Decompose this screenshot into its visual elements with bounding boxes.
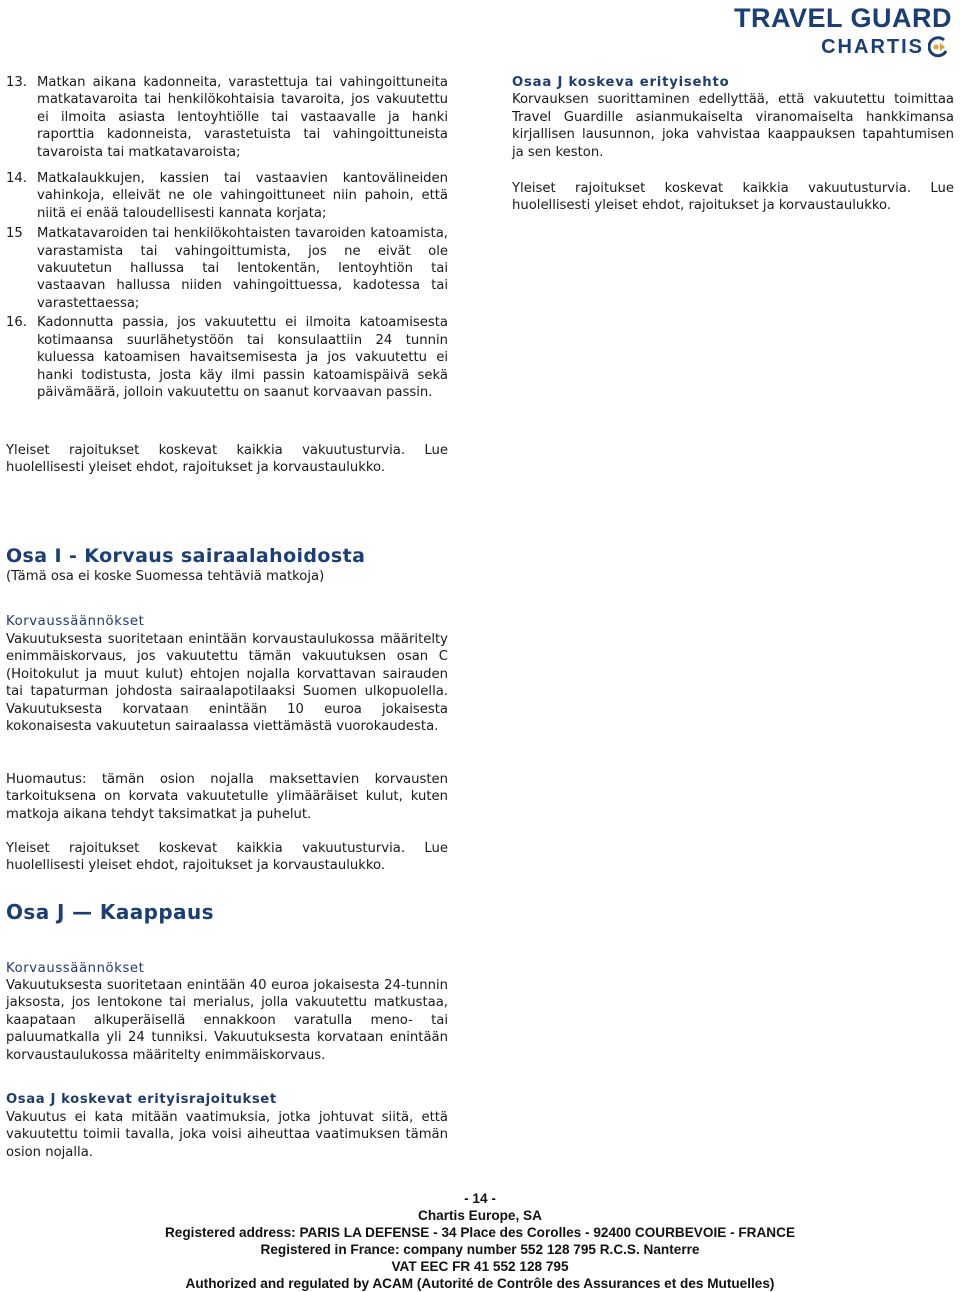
- footer-company: Chartis Europe, SA: [418, 1208, 542, 1223]
- logo-title: TRAVEL GUARD: [733, 3, 952, 33]
- general-restrictions-note: Yleiset rajoitukset koskevat kaikkia vakuutusturvia. Lue huolellisesti yleiset ehdot, rajoitukset ja korvaustaulukko.: [6, 841, 448, 874]
- section-i-title: Osa I - Korvaus sairaalahoidosta: [6, 545, 366, 567]
- special-condition-text: Korvauksen suorittaminen edellyttää, että vakuutettu toimittaa Travel Guardille asianmukaiselta viranomaiselta hankkimansa kirjallisen lausunnon, joka vahvistaa kaappauksen tapahtumisen ja sen keston.: [512, 92, 954, 160]
- page-number: - 14 -: [464, 1191, 496, 1206]
- travel-guard-logo: [662, 2, 952, 66]
- section-i-subtitle: (Tämä osa ei koske Suomessa tehtäviä matkoja): [6, 569, 325, 584]
- chartis-swirl-icon: [928, 36, 950, 58]
- general-restrictions-note: Yleiset rajoitukset koskevat kaikkia vakuutusturvia. Lue huolellisesti yleiset ehdot, rajoitukset ja korvaustaulukko.: [6, 443, 448, 476]
- item-number: 15: [6, 226, 23, 242]
- page-footer: [0, 1190, 960, 1292]
- section-j-exclusions-heading: Osaa J koskevat erityisrajoitukset: [6, 1092, 277, 1107]
- special-condition-heading: Osaa J koskeva erityisehto: [512, 75, 730, 90]
- footer-registration: Registered in France: company number 552 128 795 R.C.S. Nanterre: [260, 1242, 700, 1257]
- list-item: [6, 74, 448, 161]
- section-j-special-condition: [512, 74, 954, 215]
- section-j-exclusions-text: Vakuutus ei kata mitään vaatimuksia, jotka johtuvat siitä, että vakuutettu toimii tavalla, joka voisi aiheuttaa vaatimuksen tämän osion nojalla.: [6, 1110, 448, 1160]
- section-j-title: Osa J — Kaappaus: [6, 900, 214, 924]
- footer-vat: VAT EEC FR 41 552 128 795: [391, 1259, 569, 1274]
- section-j-rules-text: Vakuutuksesta suoritetaan enintään 40 euroa jokaisesta 24-tunnin jaksosta, jos lentokone tai merialus, jolla vakuutettu matkustaa, kaapataan alkuperäisellä ennakkoon varatulla meno- tai paluumatkalla yli 24 tunniksi. Vakuutuksesta korvataan enintään korvaustaulukossa määritelty enimmäiskorvaus.: [6, 978, 448, 1063]
- item-number: 16.: [6, 315, 27, 331]
- item-number: 14.: [6, 171, 27, 187]
- list-item: [6, 314, 448, 401]
- section-i-rules-heading: Korvaussäännökset: [6, 614, 145, 629]
- section-i-note: Huomautus: tämän osion nojalla maksettavien korvausten tarkoituksena on korvata vakuutetulle ylimääräiset kulut, kuten matkoja aikana tehdyt taksimatkat ja puhelut.: [6, 772, 448, 822]
- section-j-rules-heading: Korvaussäännökset: [6, 961, 145, 976]
- footer-address: Registered address: PARIS LA DEFENSE - 34 Place des Corolles - 92400 COURBEVOIE - FRANCE: [164, 1225, 796, 1240]
- item-text: Matkalaukkujen, kassien tai vastaavien kantovälineiden vahinkoja, elleivät ne ole vahingoittuneet niin pahoin, että niitä ei enää taloudellisesti kannata korjata;: [37, 171, 448, 221]
- item-text: Matkan aikana kadonneita, varastettuja tai vahingoittuneita matkatavaroita tai henkilökohtaisia tavaroita, jos vakuutettu ei ilmoita asiasta lentoyhtiölle tai vastaavalle ja hanki raporttia kadonneista, varastetuista tai vahingoittuneista tavaroista tai matkatavaroista;: [37, 75, 448, 160]
- section-i-rules-text: Vakuutuksesta suoritetaan enintään korvaustaulukossa määritelty enimmäiskorvaus, jos vakuutettu tämän vakuutuksen osan C (Hoitokulut ja muut kulut) ehtojen nojalla korvattavan sairauden tai tapaturman johdosta sairaalapotilaaksi Suomen ulkopuolella. Vakuutuksesta korvataan enintään 10 euroa jokaisesta kokonaisesta vakuutetun sairaalassa viettämästä vuorokaudesta.: [6, 632, 448, 735]
- item-number: 13.: [6, 75, 27, 90]
- logo-subtitle: CHARTIS: [821, 36, 924, 58]
- list-item: [6, 225, 448, 312]
- exclusions-list: [6, 74, 448, 401]
- item-text: Kadonnutta passia, jos vakuutettu ei ilmoita katoamisesta kotimaansa suurlähetystöön tai konsulaattiin 24 tunnin kuluessa katoamisen havaitsemisesta ja jos vakuutettu ei hanki todistusta, josta käy ilmi passin katoamispäivä sekä päivämäärä, jolloin vakuutettu on saanut korvaavan passin.: [37, 315, 448, 400]
- footer-authorization: Authorized and regulated by ACAM (Autorité de Contrôle des Assurances et des Mutuelles): [185, 1276, 775, 1291]
- item-text: Matkatavaroiden tai henkilökohtaisten tavaroiden katoamista, varastamista tai vahingoittumista, jos ne eivät ole vakuutetun hallussa tai lentokentän, lentoyhtiön tai vastaavan hallussa niiden vahingoittuessa, kadotessa tai varastettaessa;: [37, 226, 448, 311]
- list-item: [6, 170, 448, 222]
- general-restrictions-note: Yleiset rajoitukset koskevat kaikkia vakuutusturvia. Lue huolellisesti yleiset ehdot, rajoitukset ja korvaustaulukko.: [512, 181, 954, 214]
